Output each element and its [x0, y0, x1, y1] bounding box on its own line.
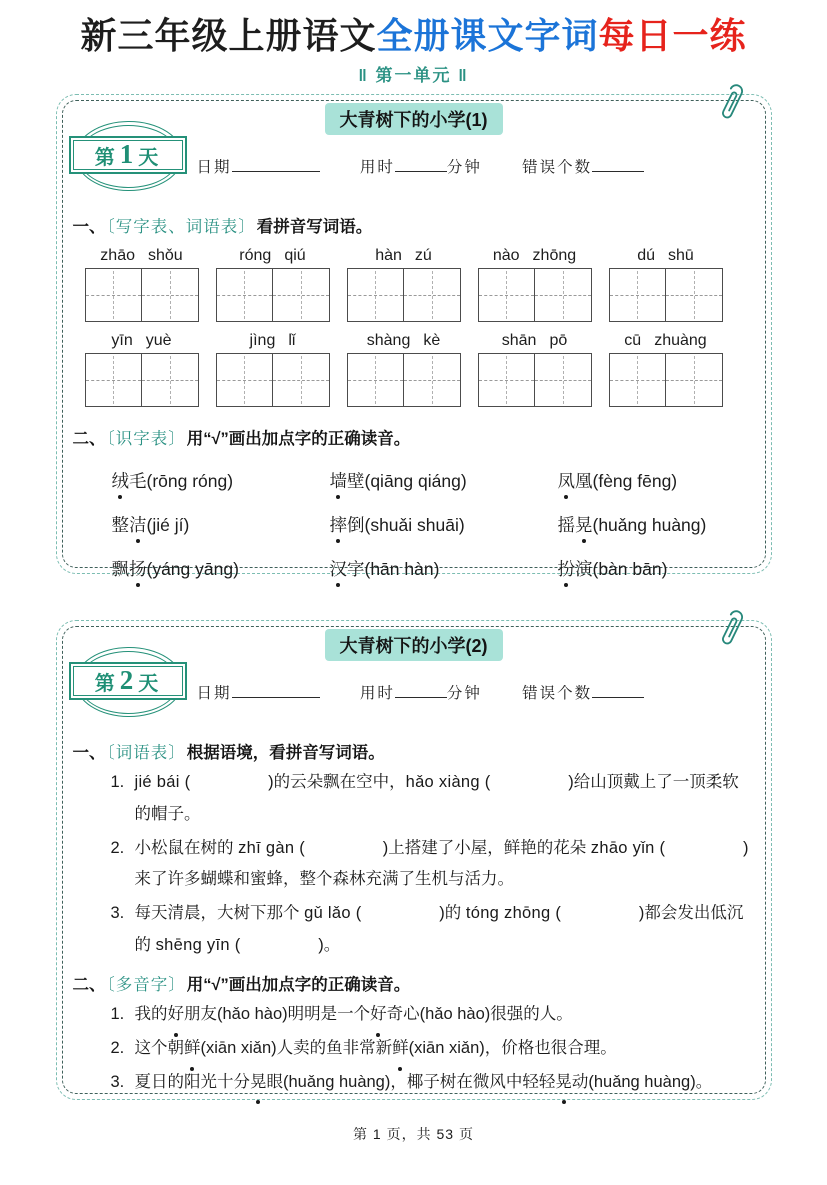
page-title	[0, 16, 827, 57]
word-option-item	[112, 468, 330, 493]
dotted-character: 摔	[330, 512, 348, 537]
pinyin-label	[347, 332, 461, 350]
pronunciation-options: (hān hàn)	[364, 559, 440, 580]
lesson1-title: 大青树下的小学(1)	[325, 103, 503, 135]
unit-header: ‖ 第一单元 ‖	[358, 66, 469, 86]
chinese-text: 朋友	[184, 1005, 217, 1024]
day-suffix: 天	[138, 146, 161, 169]
section-1-2-heading	[73, 425, 771, 449]
pinyin-syllable: yuè	[145, 332, 172, 350]
word-option-item	[558, 468, 771, 493]
section-2-1-heading	[73, 739, 771, 763]
sentence-item	[57, 1033, 771, 1065]
dotted-character: 凤	[558, 468, 576, 493]
panel2-body	[57, 621, 771, 1098]
lesson2-title: 大青树下的小学(2)	[325, 629, 503, 661]
chinese-text: 每天清晨，大树下那个	[134, 904, 305, 923]
title-part-red: 每日一练	[598, 16, 747, 56]
dotted-character: 墙	[330, 468, 348, 493]
chinese-text: 来了许多蝴蝶和蜜蜂，整个森林充满了生机与活力。	[134, 870, 514, 889]
sentence-number: 2.	[110, 838, 125, 857]
section-tag: 〔写字表、词语表〕	[106, 218, 256, 237]
paren-open: (	[184, 773, 191, 792]
pinyin-word-unit	[478, 247, 592, 322]
pinyin-syllable: shǒu	[148, 247, 183, 265]
pronunciation-options: (qiāng qiáng)	[364, 471, 467, 492]
pronunciation-options: (xiān xiǎn)	[200, 1039, 277, 1058]
word-option-row	[112, 512, 771, 537]
dotted-character: 鲜	[184, 1033, 201, 1065]
word-option-item	[112, 512, 330, 537]
sentence-item	[57, 999, 771, 1031]
paren-close: )	[439, 904, 445, 923]
word-option-row	[112, 468, 771, 493]
word-options-area	[112, 468, 771, 581]
writing-grid-cell	[665, 354, 722, 406]
sentence-item	[57, 833, 771, 896]
writing-grid	[609, 268, 723, 322]
chinese-text: 人卖的鱼非常新	[276, 1039, 393, 1058]
character: 凰	[575, 471, 593, 492]
chinese-text: 夏日的阳光十分	[134, 1072, 250, 1091]
paren-close: )	[382, 838, 389, 857]
writing-grid-cell	[141, 354, 198, 406]
section-1-1-heading	[73, 213, 771, 237]
sentence-item	[57, 898, 771, 961]
pinyin-syllable: zú	[414, 247, 432, 265]
word-option-item	[558, 556, 771, 581]
chinese-text: ，价格也很合理。	[484, 1039, 617, 1058]
writing-grid	[609, 353, 723, 407]
pronunciation-options: (huǎng huàng)	[588, 1072, 696, 1091]
pinyin-syllable: zhōng	[532, 247, 577, 265]
writing-grid-cell	[348, 354, 404, 406]
sentence-item	[57, 1067, 771, 1099]
pronunciation-options: (fèng fēng)	[592, 471, 678, 492]
time-label: 用时	[359, 159, 395, 177]
day-number: 2	[119, 664, 136, 695]
errors-label: 错误个数	[522, 685, 593, 703]
pinyin-text: shēng yīn	[155, 935, 235, 954]
dotted-character: 绒	[112, 468, 130, 493]
dotted-character: 好	[168, 999, 185, 1031]
pinyin-syllable: shān	[501, 332, 537, 350]
chinese-text: 奇心	[386, 1005, 420, 1024]
chinese-text: 明明是一个	[287, 1005, 371, 1024]
word-option-item	[330, 512, 558, 537]
sentence-number: 1.	[110, 1005, 125, 1024]
worksheet-page	[0, 16, 827, 1144]
pinyin-label	[216, 332, 330, 350]
pinyin-text: zhī gàn	[238, 838, 300, 857]
dotted-character: 晃	[250, 1067, 267, 1099]
writing-grid-cell	[610, 269, 666, 321]
paren-open: (	[234, 935, 241, 954]
pinyin-grid-area	[85, 247, 723, 407]
chinese-text: 的	[444, 904, 466, 923]
pinyin-word-unit	[216, 247, 330, 322]
day1-panel	[56, 94, 772, 580]
writing-grid-cell	[403, 269, 460, 321]
pinyin-label	[85, 247, 199, 265]
paren-open: (	[299, 838, 305, 857]
pinyin-grid-row	[85, 332, 723, 407]
pinyin-word-unit	[609, 332, 723, 407]
pronunciation-options: (yáng yāng)	[146, 559, 239, 580]
pinyin-syllable: yīn	[111, 332, 133, 350]
sentence-item	[57, 767, 771, 830]
paren-open: (	[555, 904, 561, 923]
pinyin-syllable: dú	[637, 247, 655, 265]
errors-label: 错误个数	[522, 159, 593, 177]
pinyin-syllable: cū	[624, 332, 642, 350]
chinese-text: 。	[323, 935, 341, 954]
section-tag: 〔多音字〕	[106, 976, 186, 995]
section-number: 一、	[72, 744, 106, 763]
chinese-text: 给山顶戴上了一顶柔软的帽子。	[134, 773, 739, 824]
sentence-number: 2.	[110, 1039, 125, 1058]
pinyin-syllable: kè	[423, 332, 441, 350]
chinese-text: ，椰子树在微风中轻轻	[390, 1072, 556, 1091]
sentence-list-2	[57, 999, 771, 1098]
pinyin-word-unit	[347, 332, 461, 407]
character: 壁	[347, 471, 365, 492]
pinyin-label	[478, 332, 592, 350]
minutes-label: 分钟	[446, 685, 482, 703]
chinese-text: 眼	[266, 1072, 283, 1091]
sentence-number: 3.	[110, 1072, 125, 1091]
pinyin-syllable: shàng	[366, 332, 411, 350]
pronunciation-options: (jié jí)	[146, 515, 190, 536]
dotted-character: 鲜	[392, 1033, 409, 1065]
pronunciation-options: (rōng róng)	[146, 471, 234, 492]
pinyin-syllable: nào	[492, 247, 520, 265]
word-option-item	[558, 512, 771, 537]
pinyin-label	[216, 247, 330, 265]
pinyin-syllable: zhāo	[100, 247, 135, 265]
time-label: 用时	[359, 685, 395, 703]
sentence-list-1	[57, 767, 771, 961]
word-option-item	[330, 468, 558, 493]
writing-grid	[216, 268, 330, 322]
date-label: 日期	[196, 685, 232, 703]
character: 摇	[557, 515, 575, 536]
section-number: 一、	[72, 218, 106, 237]
writing-grid-cell	[141, 269, 198, 321]
writing-grid-cell	[534, 354, 591, 406]
writing-grid-cell	[217, 269, 273, 321]
writing-grid	[85, 268, 199, 322]
pinyin-text: jié bái	[134, 773, 185, 792]
chinese-text: 动	[571, 1072, 589, 1091]
chinese-text: 小松鼠在树的	[134, 838, 239, 857]
pinyin-label	[85, 332, 199, 350]
pinyin-word-unit	[347, 247, 461, 322]
chinese-text: 的云朵飘在空中，	[273, 773, 406, 792]
pronunciation-options: (hǎo hào)	[419, 1005, 491, 1024]
day2-panel	[56, 620, 772, 1100]
pinyin-label	[347, 247, 461, 265]
pinyin-text: hǎo xiàng	[405, 773, 485, 792]
writing-grid	[347, 353, 461, 407]
writing-grid-cell	[217, 354, 273, 406]
pronunciation-options: (hǎo hào)	[217, 1005, 288, 1024]
day-number: 1	[119, 138, 136, 169]
writing-grid	[85, 353, 199, 407]
pinyin-word-unit	[216, 332, 330, 407]
writing-grid	[478, 353, 592, 407]
character: 倒	[347, 515, 365, 536]
character: 整	[111, 515, 129, 536]
writing-grid-cell	[610, 354, 666, 406]
pinyin-syllable: hàn	[375, 247, 402, 265]
pinyin-grid-row	[85, 247, 723, 322]
writing-grid-cell	[479, 269, 535, 321]
pronunciation-options: (xiān xiǎn)	[408, 1039, 485, 1058]
pinyin-word-unit	[609, 247, 723, 322]
paren-close: )	[318, 935, 324, 954]
writing-grid	[216, 353, 330, 407]
section-title: 看拼音写词语。	[256, 218, 373, 237]
character: 字	[347, 559, 365, 580]
writing-grid-cell	[86, 354, 142, 406]
pinyin-syllable: qiú	[284, 247, 306, 265]
section-2-2-heading	[73, 971, 771, 995]
pinyin-label	[478, 247, 592, 265]
writing-grid-cell	[479, 354, 535, 406]
pinyin-text: tóng zhōng	[465, 904, 556, 923]
pinyin-syllable: lǐ	[288, 332, 296, 350]
writing-grid-cell	[665, 269, 722, 321]
panel1-body	[57, 95, 771, 581]
paren-open: (	[355, 904, 362, 923]
section-title: 用“√”画出加点字的正确读音。	[186, 976, 411, 995]
word-option-row	[112, 556, 771, 581]
title-part-black: 新三年级上册语文	[80, 16, 377, 56]
date-label: 日期	[196, 159, 232, 177]
writing-grid-cell	[272, 354, 329, 406]
section-tag: 〔词语表〕	[106, 744, 186, 763]
writing-grid-cell	[348, 269, 404, 321]
paren-close: )	[638, 904, 645, 923]
minutes-label: 分钟	[446, 159, 482, 177]
writing-grid	[478, 268, 592, 322]
pinyin-label	[609, 247, 723, 265]
paren-close: )	[268, 773, 274, 792]
character: 演	[575, 559, 593, 580]
section-tag: 〔识字表〕	[106, 430, 186, 449]
paren-close: )	[743, 838, 749, 857]
pinyin-word-unit	[478, 332, 592, 407]
dotted-character: 汉	[330, 556, 348, 581]
sentence-number: 3.	[110, 904, 125, 923]
dotted-character: 晃	[555, 1067, 572, 1099]
pinyin-syllable: zhuàng	[654, 332, 707, 350]
day-prefix: 第	[94, 146, 117, 169]
chinese-text: 这个朝	[134, 1039, 184, 1058]
pinyin-text: gǔ lǎo	[304, 904, 356, 923]
chinese-text: 都会发出低沉的	[134, 904, 744, 954]
writing-grid-cell	[272, 269, 329, 321]
sentence-number: 1.	[110, 773, 125, 792]
chinese-text: 我的	[134, 1005, 168, 1024]
word-option-item	[330, 556, 558, 581]
writing-grid-cell	[534, 269, 591, 321]
paren-open: (	[659, 838, 666, 857]
writing-grid-cell	[86, 269, 142, 321]
pinyin-word-unit	[85, 332, 199, 407]
dotted-character: 晃	[575, 512, 593, 537]
pronunciation-options: (bàn bān)	[592, 559, 668, 580]
pronunciation-options: (shuǎi shuāi)	[364, 515, 465, 536]
paren-close: )	[568, 773, 574, 792]
pinyin-word-unit	[85, 247, 199, 322]
pinyin-syllable: róng	[239, 247, 272, 265]
writing-grid-cell	[403, 354, 460, 406]
character: 毛	[129, 471, 147, 492]
dotted-character: 扮	[558, 556, 576, 581]
pinyin-text: zhāo yǐn	[590, 838, 660, 857]
chinese-text: 。	[695, 1072, 713, 1091]
title-part-blue: 全册课文字词	[376, 16, 599, 56]
character: 飘	[111, 559, 129, 580]
word-option-item	[112, 556, 330, 581]
dotted-character: 洁	[129, 512, 147, 537]
pinyin-syllable: shū	[668, 247, 694, 265]
pronunciation-options: (huǎng huàng)	[592, 515, 707, 536]
paren-open: (	[484, 773, 491, 792]
chinese-text: 很强的人。	[490, 1005, 573, 1024]
pinyin-syllable: jìng	[249, 332, 276, 350]
day-prefix: 第	[94, 672, 117, 695]
chinese-text: 上搭建了小屋，鲜艳的花朵	[388, 838, 591, 857]
pinyin-syllable: pō	[549, 332, 568, 350]
pinyin-label	[609, 332, 723, 350]
dotted-character: 扬	[129, 556, 147, 581]
section-number: 二、	[72, 430, 106, 449]
section-title: 用“√”画出加点字的正确读音。	[186, 430, 411, 449]
dotted-character: 好	[370, 999, 387, 1031]
section-number: 二、	[72, 976, 106, 995]
day-suffix: 天	[138, 672, 161, 695]
section-title: 根据语境，看拼音写词语。	[186, 744, 385, 763]
writing-grid	[347, 268, 461, 322]
pronunciation-options: (huǎng huàng)	[283, 1072, 391, 1091]
page-footer: 第 1 页，共 53 页	[353, 1126, 474, 1143]
